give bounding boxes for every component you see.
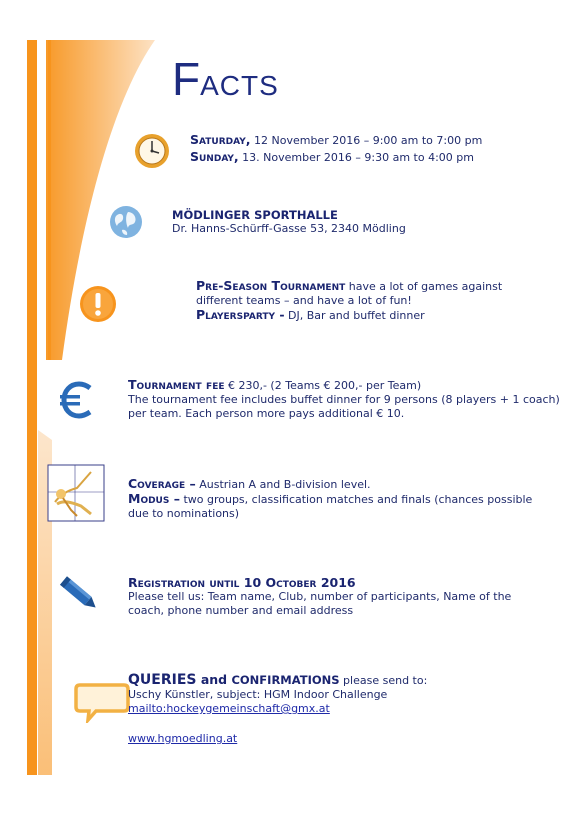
venue-block <box>172 208 406 236</box>
registration-text-2: coach, phone number and email address <box>128 604 354 617</box>
confirmations-heading: CONFIRMATIONS <box>231 673 340 687</box>
fee-heading: Tournament fee <box>128 377 225 392</box>
party-text: DJ, Bar and buffet dinner <box>284 309 425 322</box>
coverage-heading: Coverage – <box>128 476 196 491</box>
tournament-heading: Pre-Season Tournament <box>196 278 346 293</box>
registration-text-1: Please tell us: Team name, Club, number of participants, Name of the <box>128 590 512 603</box>
clock-icon <box>134 133 170 169</box>
page-title <box>172 52 279 106</box>
website-link[interactable]: www.hgmoedling.at <box>128 732 238 745</box>
tournament-text-1: have a lot of games against <box>345 280 503 293</box>
party-heading: Playersparty - <box>196 307 285 322</box>
queries-heading: QUERIES <box>128 672 197 688</box>
modus-text-2: due to nominations) <box>128 507 240 520</box>
globe-icon <box>108 204 144 240</box>
coverage-block <box>128 477 532 521</box>
speech-bubble-icon <box>74 681 130 723</box>
fee-text-2: The tournament fee includes buffet dinner for 9 persons (8 players + 1 coach) <box>128 393 560 406</box>
queries-and: and <box>196 672 232 687</box>
hockey-player-icon <box>47 464 105 522</box>
title-initial: F <box>172 53 201 105</box>
venue-name: MÖDLINGER SPORTHALLE <box>172 208 338 222</box>
fee-text-3: per team. Each person more pays additional € 10. <box>128 407 405 420</box>
pencil-icon <box>58 575 102 615</box>
sunday-line <box>190 150 474 165</box>
tournament-text-2: different teams – and have a lot of fun! <box>196 294 412 307</box>
queries-block <box>128 673 427 746</box>
euro-icon <box>58 380 98 420</box>
queries-tail: please send to: <box>339 674 428 687</box>
fee-amount: € 230,- (2 Teams € 200,- per Team) <box>224 379 422 392</box>
saturday-label: Saturday, <box>190 132 251 147</box>
registration-block <box>128 576 511 618</box>
title-rest: ACTS <box>200 70 279 101</box>
exclamation-icon <box>79 285 117 323</box>
modus-text: two groups, classification matches and finals (chances possible <box>179 493 533 506</box>
saturday-line <box>190 133 482 148</box>
fee-block <box>128 378 560 421</box>
modus-heading: Modus – <box>128 491 180 506</box>
venue-address: Dr. Hanns-Schürff-Gasse 53, 2340 Mödling <box>172 222 406 235</box>
coverage-text: Austrian A and B-division level. <box>195 478 371 491</box>
email-link[interactable]: mailto:hockeygemeinschaft@gmx.at <box>128 702 330 715</box>
saturday-text: 12 November 2016 – 9:00 am to 7:00 pm <box>250 134 483 147</box>
sunday-text: 13. November 2016 – 9:30 am to 4:00 pm <box>238 151 474 164</box>
queries-contact: Uschy Künstler, subject: HGM Indoor Challenge <box>128 688 388 701</box>
sunday-label: Sunday, <box>190 149 239 164</box>
registration-heading: Registration until 10 October 2016 <box>128 575 356 590</box>
tournament-block <box>196 279 502 323</box>
